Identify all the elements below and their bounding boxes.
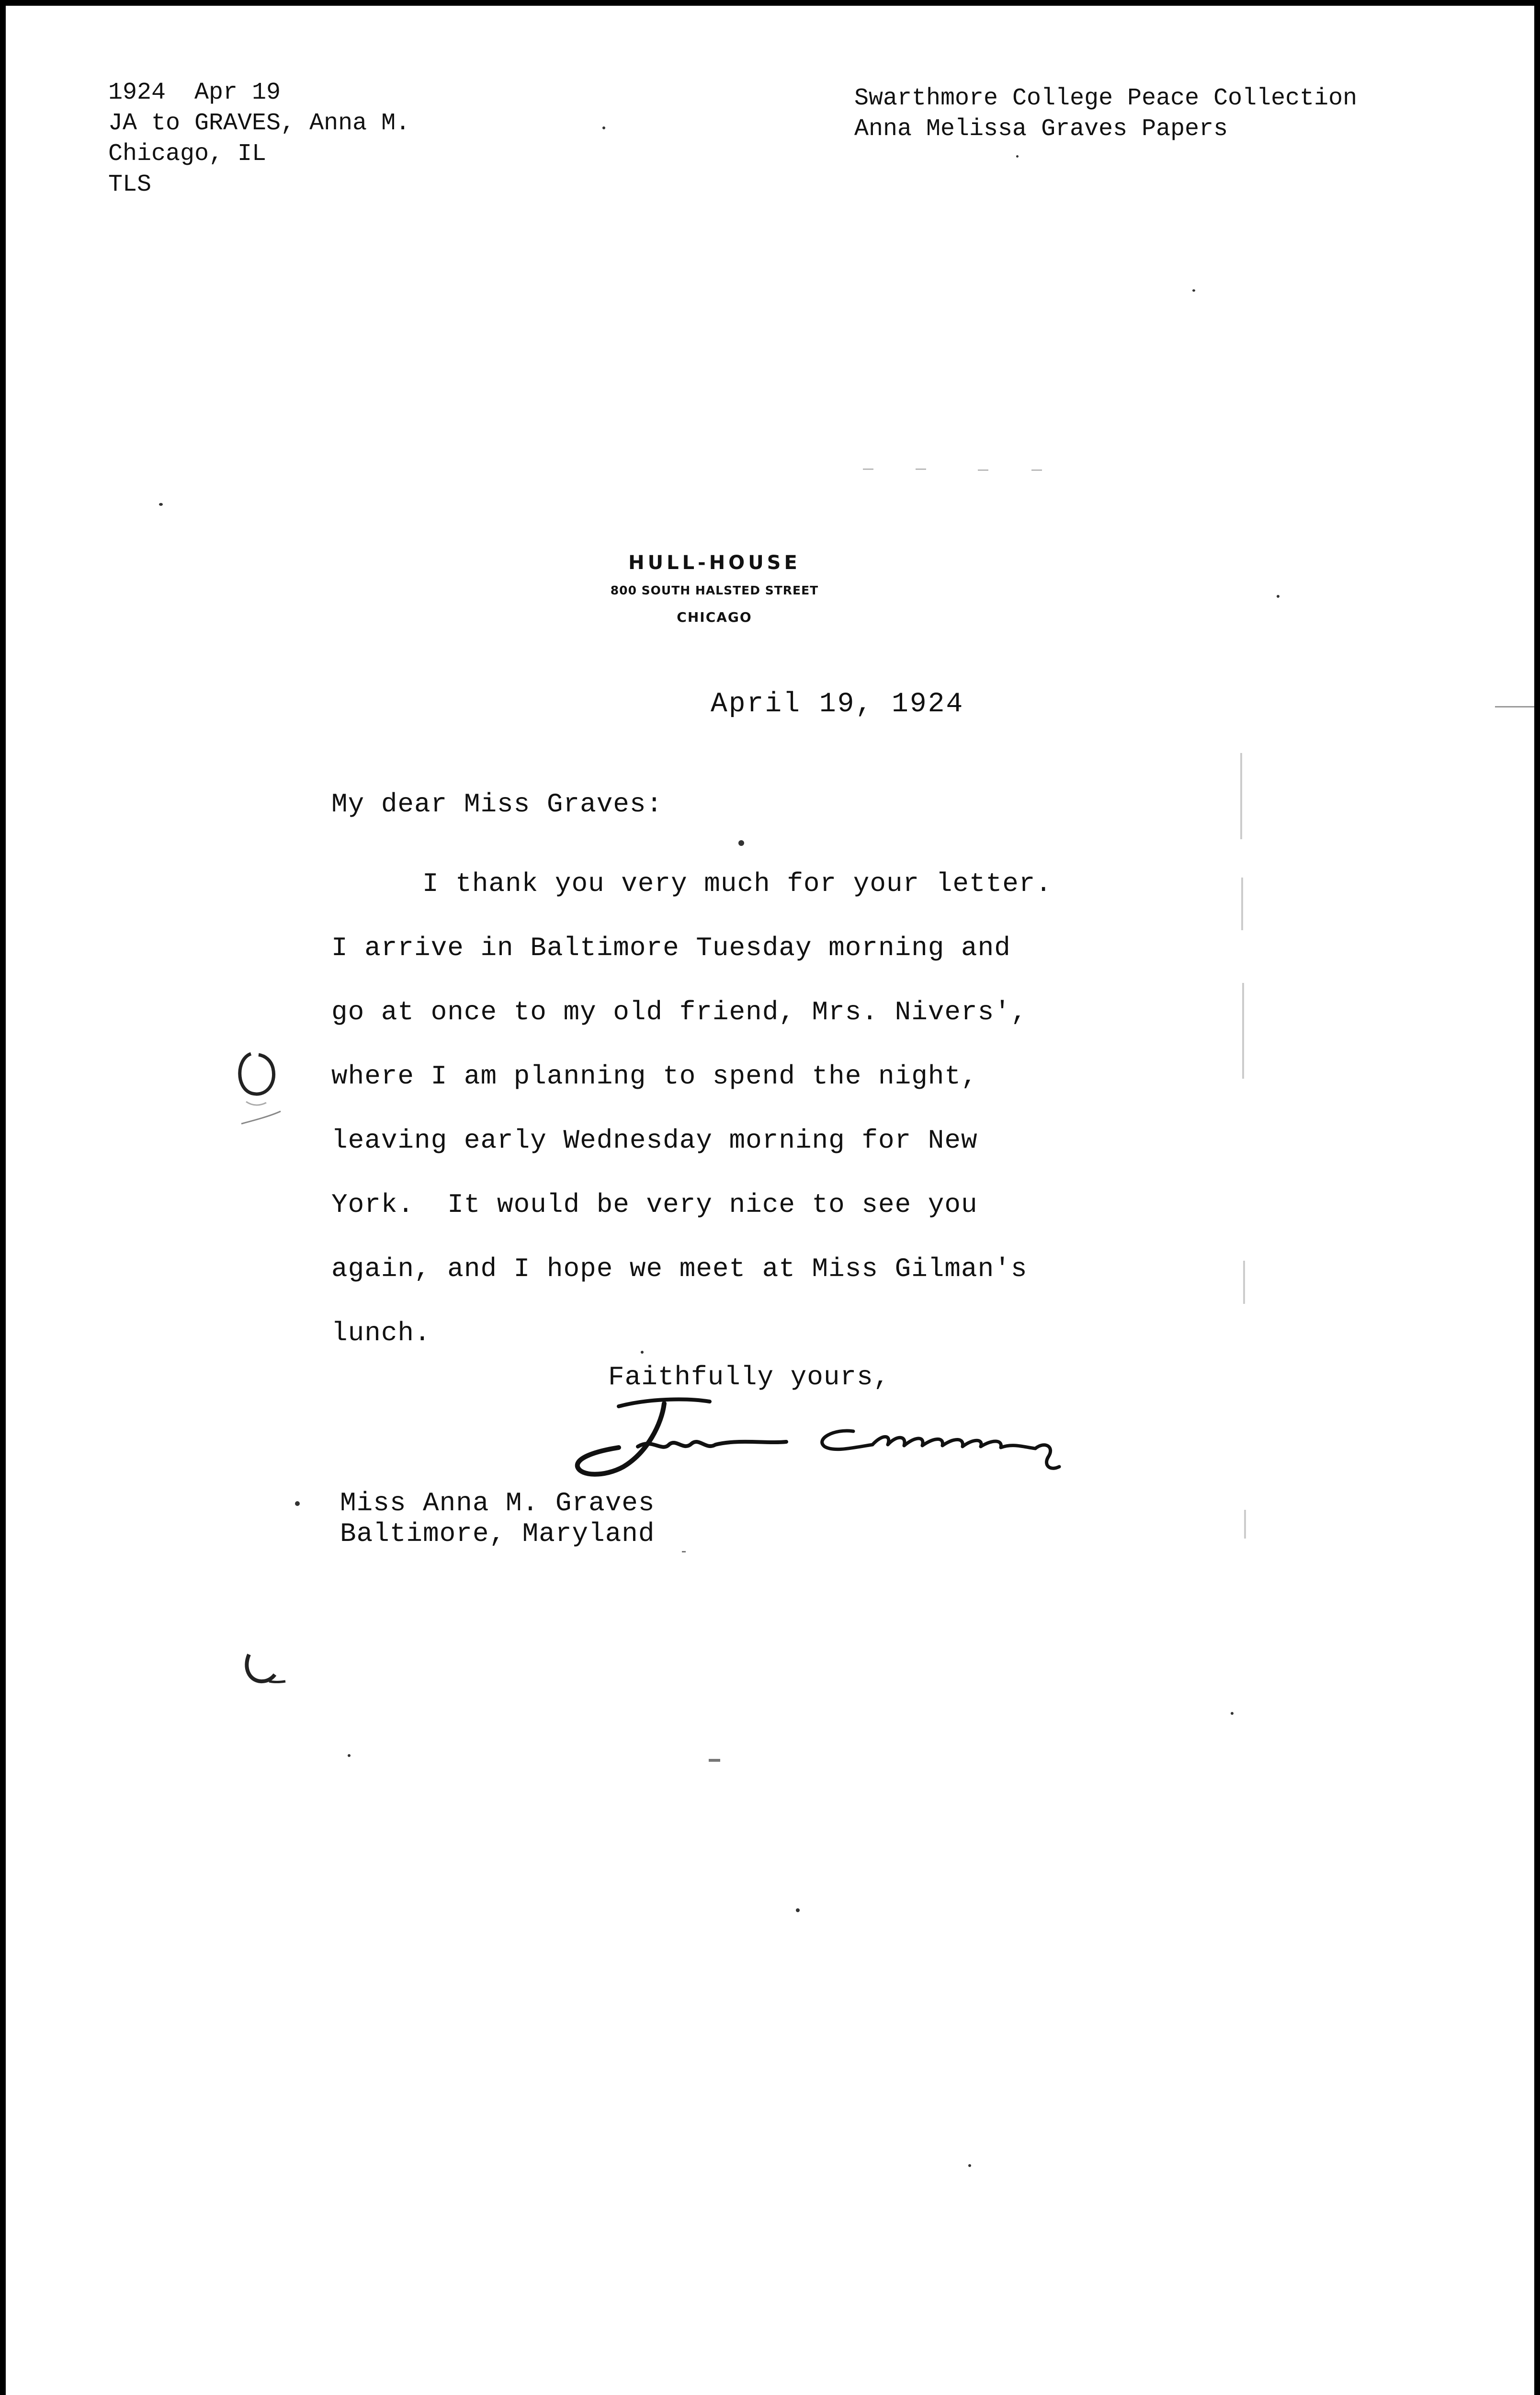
- scan-mark: [1240, 753, 1242, 839]
- scan-mark: [1243, 1261, 1245, 1304]
- recipient-name: Miss Anna M. Graves: [340, 1488, 655, 1518]
- scan-mark: [1244, 1510, 1246, 1539]
- scan-mark: [1241, 878, 1243, 930]
- scan-mark: [1495, 706, 1534, 707]
- collection-name: Swarthmore College Peace Collection: [854, 85, 1358, 112]
- scan-mark: [682, 1551, 686, 1552]
- scan-mark: [863, 468, 873, 470]
- letterhead-street: 800 SOUTH HALSTED STREET: [610, 583, 819, 597]
- body-line: go at once to my old friend, Mrs. Nivers',: [331, 997, 1028, 1027]
- salutation: My dear Miss Graves:: [331, 789, 663, 820]
- papers-name: Anna Melissa Graves Papers: [854, 115, 1228, 143]
- scan-mark: [709, 1759, 720, 1762]
- scan-mark: [916, 468, 926, 470]
- scan-speck: [1192, 289, 1195, 292]
- archive-correspondents: JA to GRAVES, Anna M.: [108, 110, 410, 137]
- document-sheet: [6, 6, 1534, 2395]
- scan-mark: [1031, 469, 1042, 471]
- body-line: I arrive in Baltimore Tuesday morning and: [331, 933, 1011, 963]
- signature: [566, 1395, 1117, 1486]
- letter-date: April 19, 1924: [711, 689, 964, 720]
- scan-speck: [1231, 1712, 1234, 1715]
- archive-doc-type: TLS: [108, 171, 152, 198]
- recipient-address: Baltimore, Maryland: [340, 1518, 655, 1549]
- archive-date: 1924 Apr 19: [108, 79, 281, 106]
- scan-speck: [1016, 155, 1019, 158]
- scan-speck: [348, 1754, 351, 1757]
- archive-place: Chicago, IL: [108, 140, 267, 168]
- closing: Faithfully yours,: [608, 1362, 890, 1392]
- scan-speck: [738, 840, 744, 846]
- letterhead-name: HULL-HOUSE: [628, 552, 801, 574]
- body-line: I thank you very much for your letter.: [422, 868, 1053, 899]
- scan-mark: [1242, 983, 1244, 1079]
- body-line: lunch.: [331, 1318, 431, 1348]
- scan-speck: [796, 1908, 800, 1912]
- scan-speck: [602, 126, 605, 129]
- scan-speck: [1277, 595, 1280, 598]
- scan-speck: [641, 1351, 644, 1354]
- scan-speck: [295, 1501, 300, 1506]
- scan-mark: [978, 469, 988, 471]
- hole-punch-mark: [227, 1044, 294, 1135]
- scan-speck: [968, 2164, 971, 2167]
- body-line: where I am planning to spend the night,: [331, 1061, 978, 1092]
- body-line: York. It would be very nice to see you: [331, 1189, 978, 1220]
- scan-speck: [159, 503, 163, 506]
- hole-punch-mark: [238, 1644, 296, 1692]
- letterhead-city: CHICAGO: [677, 609, 752, 625]
- body-line: again, and I hope we meet at Miss Gilman's: [331, 1254, 1028, 1284]
- body-line: leaving early Wednesday morning for New: [331, 1125, 978, 1156]
